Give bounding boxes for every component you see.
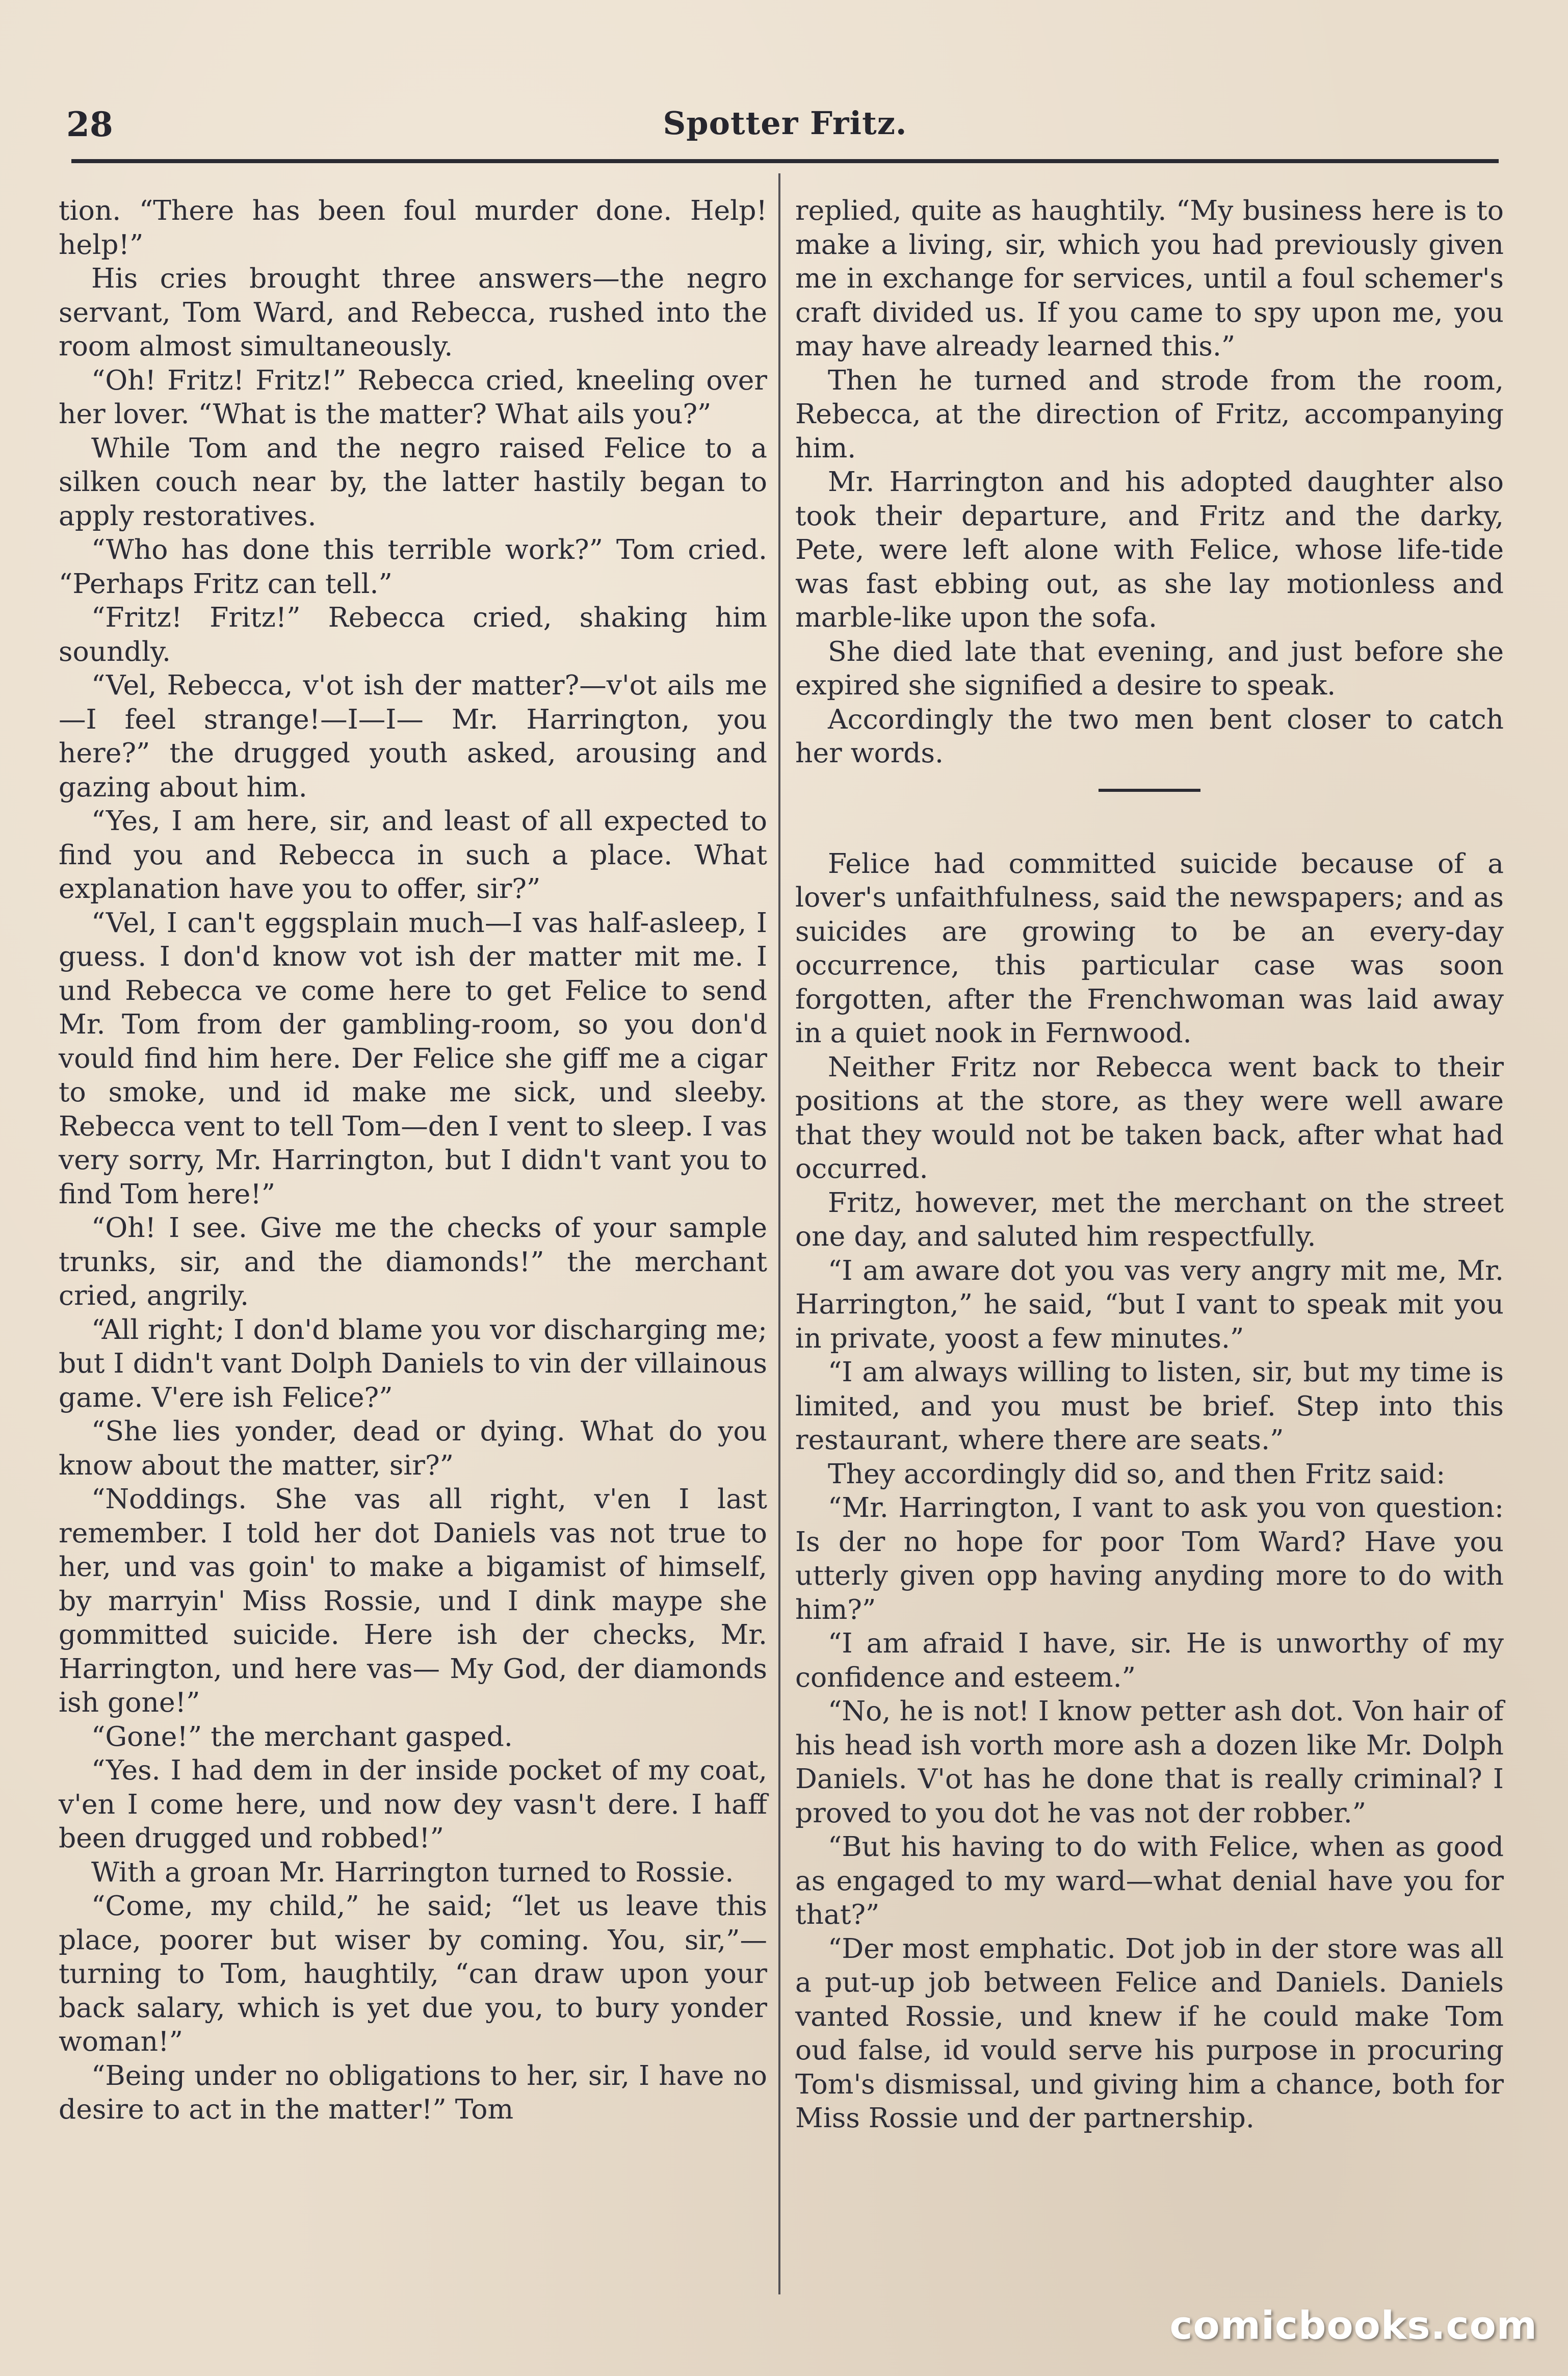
section-break-rule bbox=[1099, 789, 1200, 792]
paragraph: “Come, my child,” he said; “let us leave this place, poorer but wiser by coming. You, sir,”—turning to Tom, haughtily, “can draw upon your back salary, which is yet due you, to bury yonder woman!” bbox=[59, 1890, 767, 2057]
header-rule bbox=[71, 159, 1499, 163]
paragraph: “No, he is not! I know petter ash dot. Von hair of his head ish vorth more ash a dozen like Mr. Dolph Daniels. V'ot has he done that is really criminal? I proved to you dot he vas not der robber.” bbox=[795, 1695, 1504, 1829]
paragraph: “But his having to do with Felice, when as good as engaged to my ward—what denial have you for that?” bbox=[795, 1830, 1504, 1930]
paragraph: While Tom and the negro raised Felice to a silken couch near by, the latter hastily began to apply restoratives. bbox=[59, 431, 767, 532]
right-column bbox=[795, 194, 1504, 2135]
paragraph: Neither Fritz nor Rebecca went back to their positions at the store, as they were well aware that they would not be taken back, after what had occurred. bbox=[795, 1050, 1504, 1184]
paragraph: Mr. Harrington and his adopted daughter also took their departure, and Fritz and the darky, Pete, were left alone with Felice, whose life-tide was fast ebbing out, as she lay motionless and marble-like upon the sofa. bbox=[795, 466, 1504, 633]
paragraph: “Yes. I had dem in der inside pocket of my coat, v'en I come here, und now dey vasn't dere. I haff been drugged und robbed!” bbox=[59, 1754, 767, 1854]
watermark: comicbooks.com bbox=[1169, 2303, 1537, 2348]
paragraph: “Yes, I am here, sir, and least of all expected to find you and Rebecca in such a place. What explanation have you to offer, sir?” bbox=[59, 805, 767, 905]
paragraph: “Vel, Rebecca, v'ot ish der matter?—v'ot ails me—I feel strange!—I—I— Mr. Harrington, you here?” the drugged youth asked, arousing and gazing about him. bbox=[59, 669, 767, 803]
paragraph: Accordingly the two men bent closer to catch her words. bbox=[795, 703, 1504, 769]
paragraph: “I am always willing to listen, sir, but my time is limited, and you must be brief. Step into this restaurant, where there are seats.” bbox=[795, 1356, 1504, 1456]
column-divider bbox=[778, 173, 780, 2294]
paragraph: “Oh! I see. Give me the checks of your sample trunks, sir, and the diamonds!” the merchant cried, angrily. bbox=[59, 1211, 767, 1311]
paragraph: “Vel, I can't eggsplain much—I vas half-asleep, I guess. I don'd know vot ish der matter mit me. I und Rebecca ve come here to get Felice to send Mr. Tom from der gambling-room, so you don'd vould find him here. Der Felice she giff me a cigar to smoke, und id make me sick, und sleeby. Rebecca vent to tell Tom—den I vent to sleep. I vas very sorry, Mr. Harrington, but I didn't vant you to find Tom here!” bbox=[59, 906, 767, 1210]
paragraph: “Who has done this terrible work?” Tom cried. “Perhaps Fritz can tell.” bbox=[59, 533, 767, 600]
paragraph: His cries brought three answers—the negro servant, Tom Ward, and Rebecca, rushed into the room almost simultaneously. bbox=[59, 262, 767, 362]
paragraph: “I am aware dot you vas very angry mit me, Mr. Harrington,” he said, “but I vant to speak mit you in private, yoost a few minutes.” bbox=[795, 1254, 1504, 1354]
paragraph: “She lies yonder, dead or dying. What do you know about the matter, sir?” bbox=[59, 1415, 767, 1481]
paragraph: She died late that evening, and just before she expired she signified a desire to speak. bbox=[795, 635, 1504, 701]
paragraph: “All right; I don'd blame you vor discharging me; but I didn't vant Dolph Daniels to vin der villainous game. V'ere ish Felice?” bbox=[59, 1313, 767, 1413]
paragraph: replied, quite as haughtily. “My business here is to make a living, sir, which you had previously given me in exchange for services, until a foul schemer's craft divided us. If you came to spy upon me, you may have already learned this.” bbox=[795, 194, 1504, 362]
paragraph: “Fritz! Fritz!” Rebecca cried, shaking him soundly. bbox=[59, 601, 767, 667]
page-header bbox=[66, 105, 1504, 145]
paragraph: Then he turned and strode from the room, Rebecca, at the direction of Fritz, accompanying him. bbox=[795, 364, 1504, 464]
paragraph: “Mr. Harrington, I vant to ask you von question: Is der no hope for poor Tom Ward? Have you utterly given opp having anyding more to do with him?” bbox=[795, 1491, 1504, 1625]
left-column bbox=[59, 194, 767, 2127]
page-number: 28 bbox=[66, 105, 113, 144]
paragraph: Felice had committed suicide because of a lover's unfaithfulness, said the newspapers; and as suicides are growing to be an every-day occurrence, this particular case was soon forgotten, after the Frenchwoman was laid away in a quiet nook in Fernwood. bbox=[795, 847, 1504, 1049]
running-title: Spotter Fritz. bbox=[663, 105, 907, 142]
paragraph: With a groan Mr. Harrington turned to Rossie. bbox=[91, 1855, 734, 1888]
paragraph: Fritz, however, met the merchant on the street one day, and saluted him respectfully. bbox=[795, 1186, 1504, 1252]
paragraph: “Gone!” the merchant gasped. bbox=[91, 1720, 513, 1752]
paragraph: “Noddings. She vas all right, v'en I last remember. I told her dot Daniels vas not true to her, und vas goin' to make a bigamist of himself, by marryin' Miss Rossie, und I dink maype she gommitted suicide. Here ish der checks, Mr. Harrington, und here vas— My God, der diamonds ish gone!” bbox=[59, 1483, 767, 1718]
paragraph: “Der most emphatic. Dot job in der store was all a put-up job between Felice and Daniels. Daniels vanted Rossie, und knew if he could make Tom oud false, id vould serve his purpose in procuring Tom's dismissal, und giving him a chance, both for Miss Rossie und der partnership. bbox=[795, 1932, 1504, 2134]
paragraph: They accordingly did so, and then Fritz said: bbox=[828, 1457, 1446, 1490]
right-column-part-2 bbox=[795, 847, 1504, 2135]
paragraph: “Oh! Fritz! Fritz!” Rebecca cried, kneeling over her lover. “What is the matter? What ails you?” bbox=[59, 364, 767, 430]
paragraph: tion. “There has been foul murder done. Help! help!” bbox=[59, 194, 767, 261]
right-column-part-1 bbox=[795, 194, 1504, 770]
paragraph: “Being under no obligations to her, sir, I have no desire to act in the matter!” Tom bbox=[59, 2059, 767, 2125]
paragraph: “I am afraid I have, sir. He is unworthy of my confidence and esteem.” bbox=[795, 1627, 1504, 1693]
